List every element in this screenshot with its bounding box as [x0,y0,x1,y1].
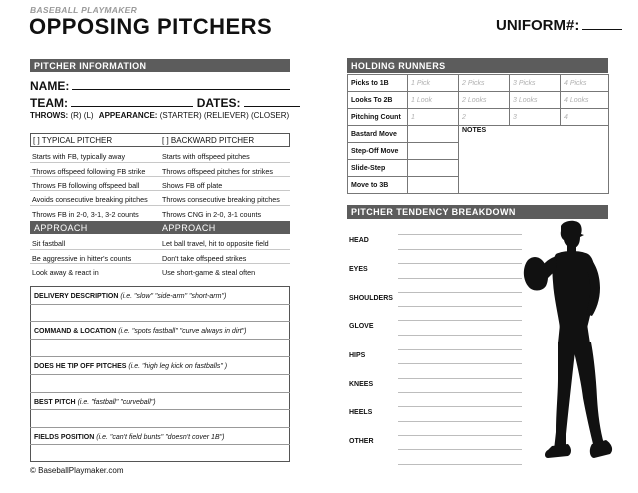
notes-area[interactable] [459,126,609,194]
fields-position-hint: (i.e. "can't field bunts" "doesn't cover 1B") [96,434,225,441]
typical-row: Throws FB following offspeed ball [32,181,140,190]
throws-options[interactable]: (R) (L) [70,111,94,120]
tendency-label-knees: KNEES [349,381,374,388]
write-line[interactable] [398,292,522,293]
uniform-field[interactable] [496,17,622,34]
tip-off-pitches-label: DOES HE TIP OFF PITCHES [34,363,127,370]
write-line[interactable] [398,349,522,350]
write-line[interactable] [398,249,522,250]
table-row [348,92,609,109]
write-line[interactable] [398,363,522,364]
tendency-label-glove: GLOVE [349,323,374,330]
command-location-field[interactable] [34,328,246,335]
divider [30,321,290,322]
write-line[interactable] [398,263,522,264]
divider [30,176,290,177]
name-label: NAME: [30,79,70,93]
notes-label: NOTES [462,127,487,134]
typical-approach-heading: APPROACH [34,222,88,233]
tip-off-pitches-field[interactable] [34,363,227,370]
holding-runners-table [347,74,609,194]
delivery-description-field[interactable] [34,293,226,300]
write-line[interactable] [398,464,522,465]
count-option[interactable]: 1 [408,109,459,126]
look-option[interactable]: 3 Looks [510,92,561,109]
backward-approach-row: Use short-game & steal often [162,268,256,277]
team-blank[interactable] [71,106,193,107]
move-cell[interactable] [408,177,459,194]
tendency-label-heels: HEELS [349,409,373,416]
divider [30,263,290,264]
typical-row: Throws FB in 2-0, 3-1, 3-2 counts [32,210,139,219]
copyright: © BaseballPlaymaker.com [30,466,124,475]
write-line[interactable] [398,392,522,393]
pick-option[interactable]: 3 Picks [510,75,561,92]
tip-off-pitches-hint: (i.e. "high leg kick on fastballs" ) [128,363,228,370]
write-line[interactable] [398,278,522,279]
approach-heading-bar [30,221,290,234]
table-row [348,75,609,92]
divider [30,162,290,163]
backward-row: Throws CNG in 2-0, 3-1 counts [162,210,262,219]
count-option[interactable]: 3 [510,109,561,126]
tendency-label-shoulders: SHOULDERS [349,295,393,302]
tendency-label-hips: HIPS [349,352,366,359]
table-row [348,126,609,143]
backward-row: Starts with offspeed pitches [162,152,250,161]
divider [30,374,290,375]
counting-label: Pitching Count [348,109,408,126]
tendency-label-eyes: EYES [349,266,368,273]
move-label: Slide-Step [348,160,408,177]
fields-position-label: FIELDS POSITION [34,434,95,441]
move-cell[interactable] [408,160,459,177]
backward-row: Throws offspeed pitches for strikes [162,167,273,176]
pitcher-info-heading: PITCHER INFORMATION [30,59,290,72]
tendency-heading: PITCHER TENDENCY BREAKDOWN [347,205,608,219]
write-line[interactable] [398,435,522,436]
divider [30,444,290,445]
throws-row [30,111,289,120]
divider [30,304,290,305]
backward-approach-heading: APPROACH [162,222,216,233]
move-label: Move to 3B [348,177,408,194]
throws-label: THROWS: [30,111,69,120]
divider [30,205,290,206]
look-option[interactable]: 4 Looks [561,92,609,109]
backward-row: Shows FB off plate [162,181,223,190]
write-line[interactable] [398,378,522,379]
team-label: TEAM: [30,96,68,110]
look-option[interactable]: 1 Look [408,92,459,109]
tendency-label-other: OTHER [349,438,374,445]
name-blank[interactable] [72,89,290,90]
uniform-label: UNIFORM#: [496,17,580,34]
divider [30,392,290,393]
backward-checkbox[interactable]: [ ] BACKWARD PITCHER [162,135,255,145]
write-line[interactable] [398,449,522,450]
write-line[interactable] [398,421,522,422]
name-field[interactable] [30,79,290,93]
count-option[interactable]: 2 [459,109,510,126]
typical-row: Avoids consecutive breaking pitches [32,195,148,204]
command-location-hint: (i.e. "spots fastball" "curve always in dirt") [118,328,247,335]
typical-checkbox[interactable]: [ ] TYPICAL PITCHER [33,135,113,145]
typical-row: Starts with FB, typically away [32,152,126,161]
appearance-options[interactable]: (STARTER) (RELIEVER) (CLOSER) [159,111,290,120]
appearance-label: APPEARANCE: [98,111,158,120]
write-line[interactable] [398,234,522,235]
pitcher-silhouette-icon [520,218,615,466]
typical-approach-row: Look away & react in [32,268,99,277]
best-pitch-field[interactable] [34,399,156,406]
backward-row: Throws consecutive breaking pitches [162,195,280,204]
count-option[interactable]: 4 [561,109,609,126]
best-pitch-label: BEST PITCH [34,399,76,406]
brand-label: BASEBALL PLAYMAKER [30,5,138,15]
pick-option[interactable]: 2 Picks [459,75,510,92]
picks-label: Picks to 1B [348,75,408,92]
page-title: OPPOSING PITCHERS [29,14,273,39]
divider [30,356,290,357]
tendency-label-head: HEAD [349,237,369,244]
delivery-description-hint: (i.e. "slow" "side-arm" "short-arm") [120,293,227,300]
divider [30,190,290,191]
divider [30,409,290,410]
command-location-label: COMMAND & LOCATION [34,328,117,335]
write-line[interactable] [398,306,522,307]
best-pitch-hint: (i.e. "fastball" "curveball") [77,399,156,406]
move-cell[interactable] [408,143,459,160]
typical-row: Throws offspeed following FB strike [32,167,146,176]
write-line[interactable] [398,320,522,321]
delivery-description-label: DELIVERY DESCRIPTION [34,293,119,300]
divider [30,339,290,340]
pick-option[interactable]: 4 Picks [561,75,609,92]
pick-option[interactable]: 1 Pick [408,75,459,92]
move-cell[interactable] [408,126,459,143]
backward-approach-row: Let ball travel, hit to opposite field [162,239,269,248]
table-row [348,109,609,126]
typical-approach-row: Sit fastball [32,239,66,248]
uniform-blank[interactable] [582,29,622,30]
move-label: Step-Off Move [348,143,408,160]
divider [30,427,290,428]
fields-position-field[interactable] [34,434,224,441]
write-line[interactable] [398,335,522,336]
looks-label: Looks To 2B [348,92,408,109]
typical-approach-row: Be aggressive in hitter's counts [32,254,132,263]
look-option[interactable]: 2 Looks [459,92,510,109]
move-label: Bastard Move [348,126,408,143]
write-line[interactable] [398,406,522,407]
dates-blank[interactable] [244,106,300,107]
dates-label: DATES: [196,96,241,110]
team-field[interactable] [30,96,300,110]
divider [30,249,290,250]
backward-approach-row: Don't take offspeed strikes [162,254,247,263]
holding-runners-heading: HOLDING RUNNERS [347,58,608,73]
